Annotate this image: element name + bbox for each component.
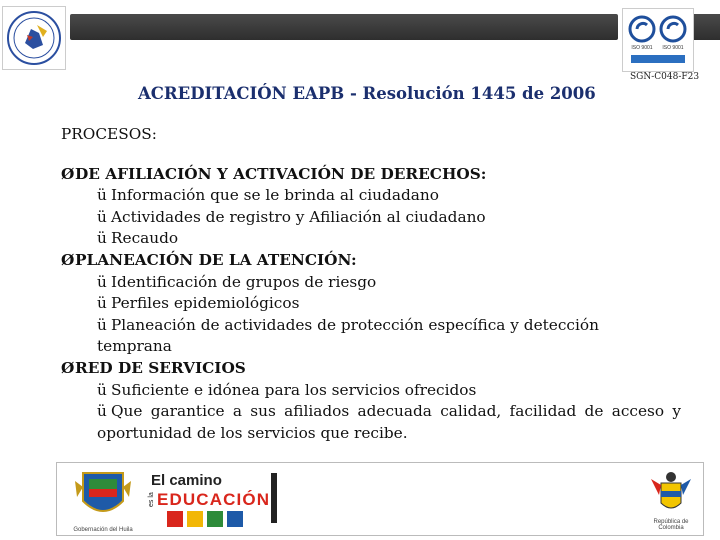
arrow-bullet-icon: Ø: [61, 250, 75, 269]
list-item: [61, 272, 681, 294]
header-bar: [70, 14, 618, 40]
check-bullet-icon: ü: [97, 315, 107, 334]
iso-certification-logos: [622, 8, 694, 72]
list-item-text: Perfiles epidemiológicos: [111, 294, 300, 313]
main-content: [61, 124, 681, 444]
group-heading: [61, 164, 681, 186]
list-item-text: Planeación de actividades de protección específica y detección: [111, 315, 599, 334]
institution-seal-logo: [2, 6, 66, 70]
group-affiliation: [61, 164, 681, 250]
list-item: [61, 185, 681, 207]
arrow-bullet-icon: Ø: [61, 358, 75, 377]
list-item-text: Recaudo: [111, 229, 179, 248]
footer-banner: [56, 462, 704, 536]
arrow-bullet-icon: Ø: [61, 164, 75, 183]
header-band: [0, 0, 720, 80]
campaign-top-text: El camino: [151, 472, 222, 489]
page-title: ACREDITACIÓN EAPB - Resolución 1445 de 2006: [138, 84, 596, 103]
list-item-text: Información que se le brinda al ciudadano: [111, 186, 439, 205]
huila-caption: Gobernación del Huila: [73, 527, 133, 533]
group-heading: [61, 250, 681, 272]
list-item-continuation: oportunidad de los servicios que recibe.: [97, 423, 408, 442]
check-bullet-icon: ü: [97, 229, 107, 248]
campaign-main-text: EDUCACIÓN: [157, 490, 269, 509]
list-item-text: Suficiente e idónea para los servicios ofrecidos: [111, 380, 477, 399]
group-planning: [61, 250, 681, 358]
list-item: [61, 207, 681, 229]
list-item: [61, 401, 681, 423]
list-item-text: Que garantice a sus afiliados adecuada calidad, facilidad de acceso y: [111, 402, 681, 421]
check-bullet-icon: ü: [97, 207, 107, 226]
list-item-text: Actividades de registro y Afiliación al ciudadano: [111, 207, 486, 226]
check-bullet-icon: ü: [97, 272, 107, 291]
section-title: PROCESOS:: [61, 125, 157, 143]
huila-coat-of-arms-logo: [63, 467, 143, 533]
group-heading: [61, 358, 681, 380]
cert-left-label: ISO 9001: [631, 45, 653, 51]
list-item: [61, 293, 681, 315]
group-network: [61, 358, 681, 444]
campaign-side-text: es la: [148, 492, 155, 507]
check-bullet-icon: ü: [97, 294, 107, 313]
colombia-coat-of-arms-logo: [643, 469, 699, 531]
group-heading-text: PLANEACIÓN DE LA ATENCIÓN:: [75, 250, 357, 269]
group-heading-text: RED DE SERVICIOS: [75, 358, 246, 377]
list-item: [61, 228, 681, 250]
document-code: SGN-C048-F23: [630, 72, 700, 82]
check-bullet-icon: ü: [97, 402, 107, 421]
check-bullet-icon: ü: [97, 380, 107, 399]
list-item: [61, 315, 681, 337]
check-bullet-icon: ü: [97, 186, 107, 205]
colombia-caption: República de Colombia: [653, 519, 689, 531]
list-item: [61, 380, 681, 402]
list-item-continuation: temprana: [97, 337, 172, 356]
group-heading-text: DE AFILIACIÓN Y ACTIVACIÓN DE DERECHOS:: [75, 164, 487, 183]
header-bar-right: [692, 14, 720, 40]
education-campaign-logo: [143, 469, 283, 531]
cert-right-label: ISO 9001: [662, 45, 684, 51]
list-item-text: Identificación de grupos de riesgo: [111, 272, 377, 291]
